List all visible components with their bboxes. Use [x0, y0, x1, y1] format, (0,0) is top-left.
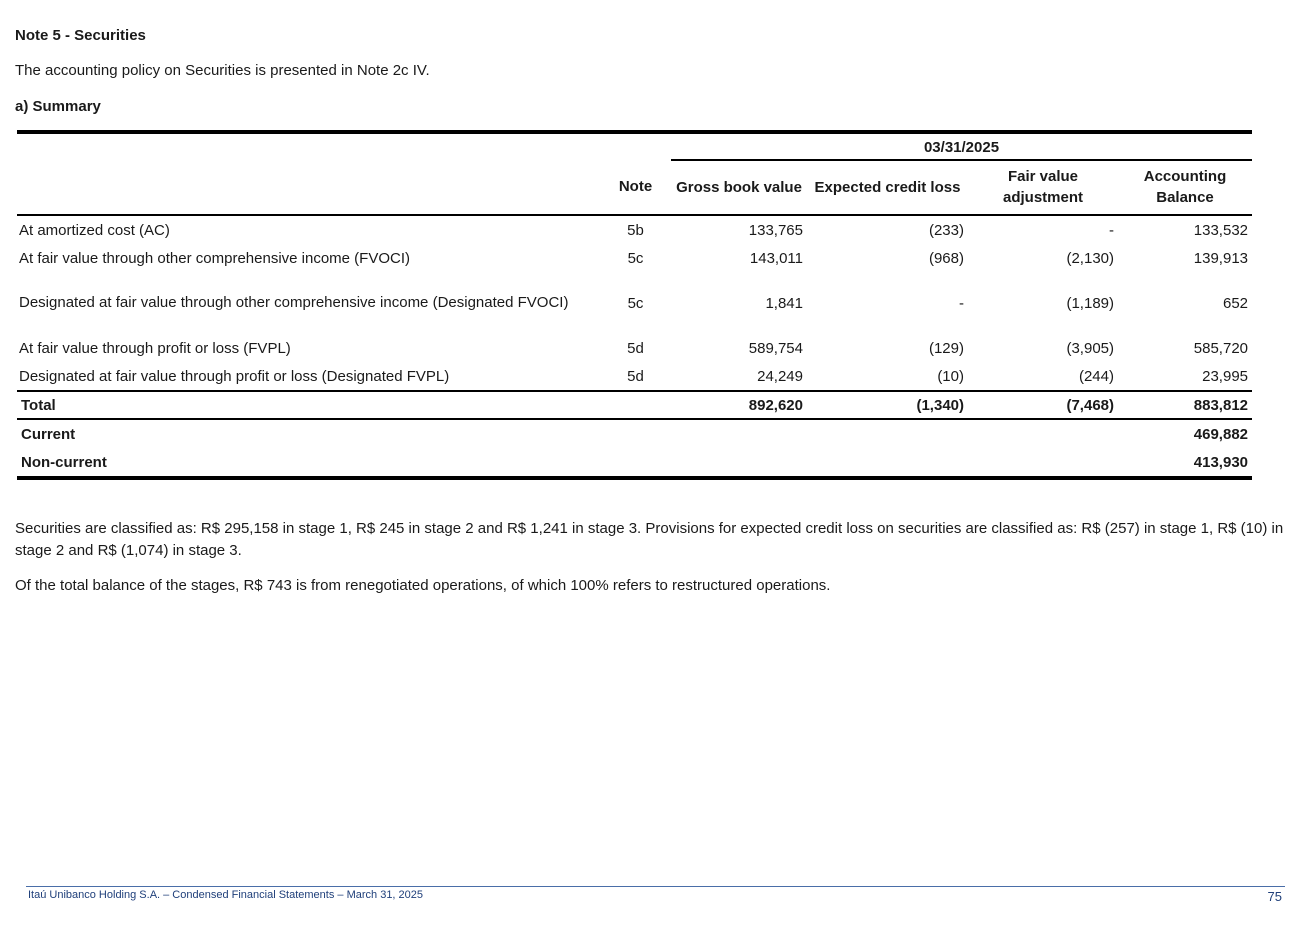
table-row [17, 215, 1252, 244]
row-label: At fair value through profit or loss (FVPL) [19, 339, 291, 357]
row-balance: 139,913 [1193, 249, 1249, 267]
row-gross: 24,249 [757, 367, 803, 385]
row-ecl: (10) [937, 367, 964, 385]
current-balance: 469,882 [1193, 425, 1249, 443]
col-header-fair-value-adjustment: Fair value adjustment [968, 160, 1118, 215]
total-ecl: (1,340) [807, 391, 968, 419]
renegotiated-paragraph: Of the total balance of the stages, R$ 743 is from renegotiated operations, of which 100% refers to restructured operations. [15, 577, 831, 594]
row-balance: 133,532 [1193, 221, 1249, 239]
row-note: 5b [627, 221, 644, 239]
row-note: 5d [627, 367, 644, 385]
row-gross: 589,754 [748, 339, 803, 357]
page-number: 75 [1267, 889, 1282, 904]
total-note [600, 391, 671, 419]
row-balance: 585,720 [1193, 339, 1249, 357]
row-label: At amortized cost (AC) [19, 221, 170, 239]
row-balance: 652 [1222, 294, 1249, 312]
section-title: a) Summary [15, 98, 101, 115]
row-ecl: - [959, 294, 964, 312]
row-note: 5d [627, 339, 644, 357]
row-fva: (2,130) [1066, 249, 1114, 267]
row-label: Designated at fair value through profit or loss (Designated FVPL) [19, 367, 450, 385]
table-row [17, 244, 1252, 272]
total-gross: 892,620 [671, 391, 807, 419]
row-ecl: (968) [928, 249, 964, 267]
total-balance: 883,812 [1118, 391, 1252, 419]
date-header: 03/31/2025 [671, 132, 1252, 160]
non-current-label: Non-current [17, 448, 600, 478]
current-label: Current [21, 425, 76, 443]
row-ecl: (129) [928, 339, 964, 357]
note-title: Note 5 - Securities [15, 27, 146, 44]
col-header-expected-credit-loss: Expected credit loss [807, 160, 968, 215]
row-balance: 23,995 [1202, 367, 1249, 385]
row-fva: (1,189) [1066, 294, 1114, 312]
current-row [17, 419, 1252, 448]
table-row [17, 272, 1252, 334]
col-header-note: Note [600, 160, 671, 215]
footer-divider [26, 886, 1285, 887]
footer-text: Itaú Unibanco Holding S.A. – Condensed Financial Statements – March 31, 2025 [28, 889, 424, 901]
stages-paragraph: Securities are classified as: R$ 295,158 in stage 1, R$ 245 in stage 2 and R$ 1,241 in stage 3. Provisions for expected credit loss on securities are classified as: R$ (257) in stage 1, R$ (10) in stage 2 and R$ (1,074) in stage 3. [15, 520, 1284, 559]
total-label: Total [17, 391, 600, 419]
col-header-accounting-balance: Accounting Balance [1118, 160, 1252, 215]
row-gross: 1,841 [765, 294, 803, 312]
row-fva: (244) [1078, 367, 1114, 385]
row-fva: - [1109, 221, 1114, 239]
row-label: Designated at fair value through other comprehensive income (Designated FVOCI) [19, 294, 569, 311]
header-spacer [17, 132, 671, 160]
table-row [17, 362, 1252, 391]
securities-summary-table [17, 130, 1252, 480]
row-ecl: (233) [928, 221, 964, 239]
row-gross: 143,011 [749, 249, 803, 267]
non-current-balance: 413,930 [1118, 448, 1252, 478]
row-label: At fair value through other comprehensive income (FVOCI) [19, 249, 411, 267]
row-fva: (3,905) [1066, 339, 1114, 357]
total-fva: (7,468) [968, 391, 1118, 419]
row-gross: 133,765 [748, 221, 803, 239]
header-blank [17, 160, 600, 215]
non-current-row [17, 448, 1252, 478]
row-note: 5c [627, 294, 644, 312]
policy-text: The accounting policy on Securities is presented in Note 2c IV. [15, 62, 430, 79]
total-row [17, 391, 1252, 419]
row-note: 5c [627, 249, 644, 267]
table-row [17, 334, 1252, 362]
col-header-gross-book-value: Gross book value [671, 160, 807, 215]
